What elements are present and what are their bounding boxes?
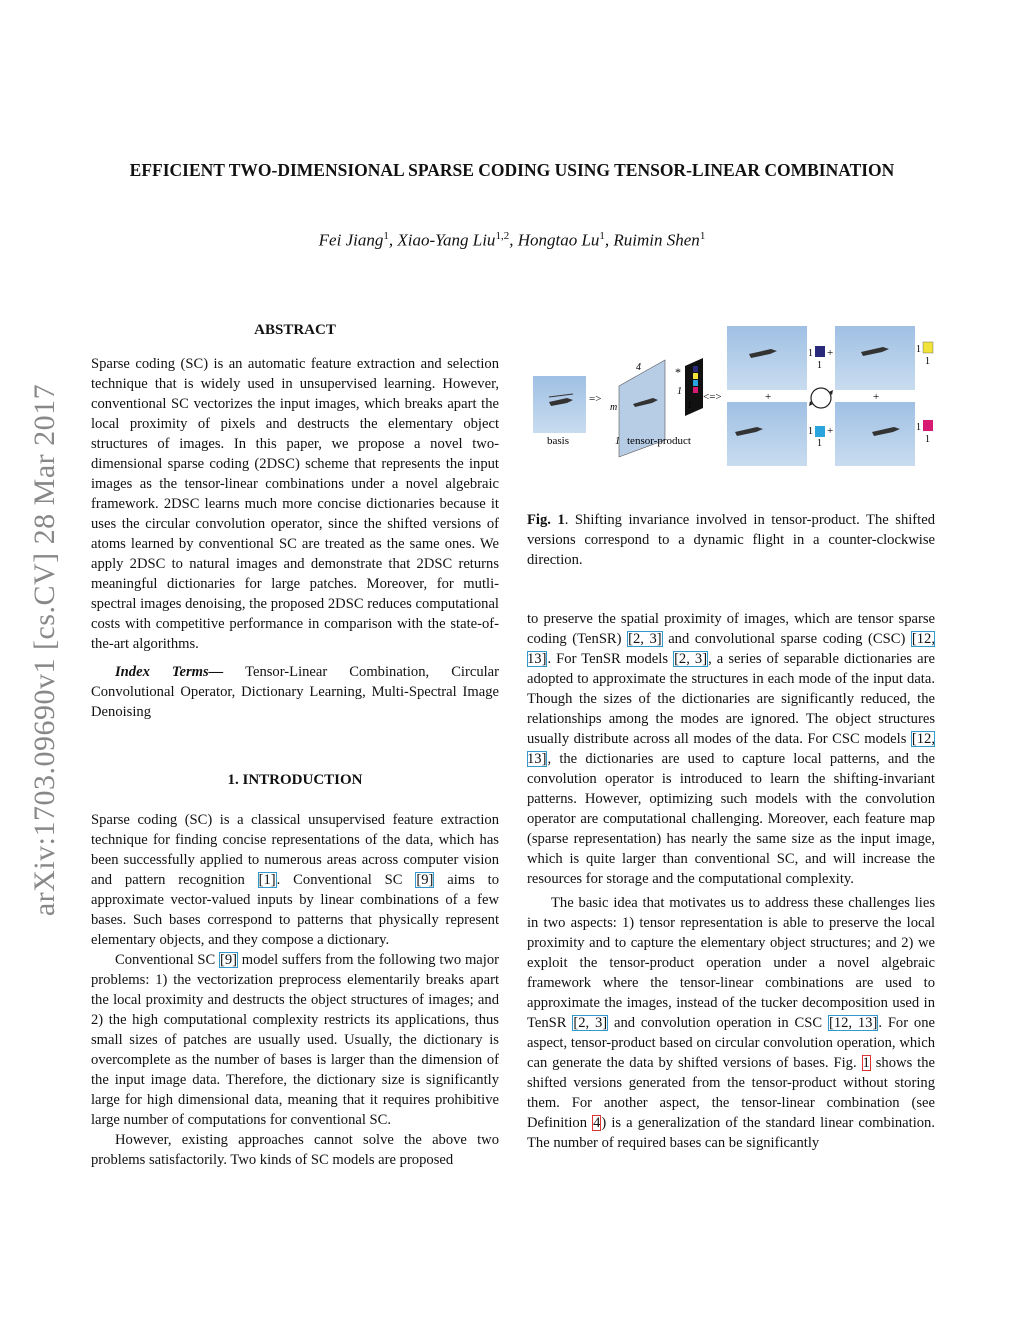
dim-label: 1: [817, 438, 822, 449]
paragraph: However, existing approaches cannot solve the above two problems satisfactorily. Two kinds of SC models are proposed: [91, 1132, 499, 1168]
basis-label: basis: [547, 435, 569, 447]
figure-reference-link[interactable]: 1: [862, 1055, 870, 1071]
definition-reference-link[interactable]: 4: [593, 1115, 601, 1131]
index-terms-text: Tensor-Linear Combination, Circular Convolutional Operator, Dictionary Learning, Multi-Spectral Image Denoising: [91, 664, 500, 720]
index-terms: [91, 662, 499, 722]
citation-link[interactable]: [1]: [258, 872, 276, 888]
author: Fei Jiang: [318, 230, 384, 250]
author-affiliation: 1: [699, 230, 706, 242]
citation-link[interactable]: [2, 3]: [674, 651, 708, 667]
citation-link[interactable]: [12, 13]: [828, 1015, 878, 1031]
dim-label: 1: [687, 400, 692, 411]
dim-label: 1: [916, 344, 921, 355]
tensor-product-label: tensor-product: [627, 435, 691, 447]
index-terms-label: Index Terms—: [115, 664, 224, 680]
author: Hongtao Lu: [517, 230, 600, 250]
plus-sign: +: [827, 347, 834, 359]
paper-title: EFFICIENT TWO-DIMENSIONAL SPARSE CODING USING TENSOR-LINEAR COMBINATION: [129, 160, 895, 180]
paragraph: Sparse coding (SC) is a classical unsupervised feature extraction technique for finding concise representations of the data, which has been successfully applied to numerous areas across computer vision and pattern recognition [1]. Conventional SC [9] aims to approximate vector-valued inputs by linear combinations of a few bases. Such bases correspond to patterns that physically represent elementary objects, and they compose a dictionary.: [91, 812, 500, 948]
dim-label: 1: [677, 386, 682, 397]
equivalence-label: <=>: [703, 391, 722, 403]
basis-image: [533, 376, 586, 433]
author-affiliation: 1: [383, 230, 389, 242]
convolution-star: *: [675, 365, 681, 379]
citation-link[interactable]: [2, 3]: [628, 631, 662, 647]
author-affiliation: 1,2: [495, 230, 510, 242]
plus-sign: +: [873, 391, 880, 403]
author: Xiao-Yang Liu: [397, 230, 496, 250]
abstract-body: [91, 354, 499, 722]
paragraph: to preserve the spatial proximity of images, which are tensor sparse coding (TenSR) [2, 3] and convolutional sparse coding (CSC) [12, 13]. For TenSR models [2, 3], a series of separable dictionaries are adopted to approximate the structures in each mode of the input data. Though the sizes of the dictionaries are significantly reduced, the relationships among the modes are ignored. The object structures usually distribute across all modes of the data. For CSC models [12, 13], the dictionaries are used to capture local patterns, and the convolution operator is introduced to learn the shifting-invariant patterns. However, optimizing such models with the convolution operator are computational challenging. Moreover, each feature map (sparse representation) has nearly the same size as the input image, which is quite larger than conventional SC, and will increase the resources for storage and the computational complexity.: [527, 611, 935, 887]
arxiv-id: arXiv:1703.09690v1 [cs.CV] 28 Mar 2017: [28, 383, 61, 917]
paragraph: The basic idea that motivates us to address these challenges lies in two aspects: 1) tensor representation is able to preserve the local proximity and to capture the elementary object structures; and 2) we exploit the tensor-product operation under a novel algebraic framework where the tensor-linear combinations are used to approximate the images, instead of the tucker decomposition used in TenSR [2, 3] and convolution operation in CSC [12, 13]. For one aspect, tensor-product based on circular convolution operation, which can generate the data by shifted versions of bases. Fig. 1 shows the shifted versions generated from the tensor-product without storing them. For another aspect, the tensor-linear combination (see Definition 4) is a generalization of the standard linear combination. The number of required bases can be significantly: [527, 895, 935, 1151]
arxiv-stamp: [22, 350, 68, 950]
shifted-image-2: [835, 326, 915, 390]
figure-1-diagram: [527, 322, 937, 472]
section-heading-introduction: 1. INTRODUCTION: [227, 772, 363, 788]
citation-link[interactable]: [2, 3]: [573, 1015, 608, 1031]
coefficient-square: [815, 346, 825, 357]
abstract-heading: ABSTRACT: [254, 322, 336, 338]
plus-sign: +: [765, 391, 772, 403]
figure-1: [527, 322, 937, 472]
shifted-image-4: [835, 402, 915, 466]
coefficient-square: [923, 420, 933, 431]
dim-label: 1: [925, 356, 930, 367]
rotation-arrow-icon: [809, 388, 833, 408]
dim-label: 4: [636, 362, 641, 373]
citation-link[interactable]: [12, 13]: [527, 731, 935, 767]
abstract-text: Sparse coding (SC) is an automatic feature extraction and selection technique that is widely used in unsupervised learning. However, conventional SC vectorizes the input images, which breaks apart the local proximity of pixels and destructs the elementary object structures of images. In this paper, we propose a novel two-dimensional sparse coding (2DSC) scheme that represents the input images as the tensor-linear combinations under a novel algebraic framework. 2DSC learns much more concise dictionaries because it uses the circular convolution operator, since the shifted versions of atoms learned by conventional SC are treated as the same ones. We apply 2DSC to natural images and demonstrate that 2DSC returns meaningful dictionaries for large patches. Moreover, for mutli-spectral images denoising, the proposed 2DSC reduces computational costs with competitive performance in comparison with the state-of-the-art algorithms.: [91, 356, 499, 652]
caption-label: Fig. 1: [527, 512, 565, 528]
citation-link[interactable]: [12, 13]: [527, 631, 935, 667]
caption-text: . Shifting invariance involved in tensor-product. The shifted versions correspond to a dynamic flight in a counter-clockwise direction.: [527, 512, 935, 568]
figure-1-caption: [527, 510, 935, 570]
author-list: Fei Jiang$^1$, Xiao-Yang Liu$^{1,2}$, Hongtao Lu$^1$, Ruimin Shen$^1$: [318, 230, 706, 250]
paragraph: Conventional SC [9] model suffers from the following two major problems: 1) the vectorization preprocess elementarily breaks apart the local proximity and destructs the object structures of images; and 2) the high computational complexity restricts its applications, thus small sizes of patches are usually used. Usually, the dictionary is overcomplete as the number of bases is larger than the dimension of the input image data. Therefore, the dictionary size is significantly large for high dimensional data, meaning that it requires prohibitive large number of computations for conventional SC.: [91, 952, 499, 1128]
dim-label: 1: [808, 426, 813, 437]
shifted-image-1: [727, 326, 807, 390]
arrow-label: =>: [589, 393, 602, 405]
dim-label: 1: [817, 360, 822, 371]
coefficient-square: [923, 342, 933, 353]
plus-sign: +: [827, 425, 834, 437]
dim-label: 1: [916, 422, 921, 433]
citation-link[interactable]: [9]: [219, 952, 237, 968]
right-column-body: [527, 609, 935, 1153]
author-affiliation: 1: [599, 230, 605, 242]
shifted-image-3: [727, 402, 807, 466]
author: Ruimin Shen: [613, 230, 700, 250]
coefficient-square: [815, 426, 825, 437]
dim-label: 1: [925, 434, 930, 445]
citation-link[interactable]: [9]: [416, 872, 434, 888]
dim-label: 1: [615, 436, 620, 447]
dim-label: m: [610, 402, 618, 413]
introduction-body: [91, 810, 499, 1170]
dim-label: 1: [808, 348, 813, 359]
